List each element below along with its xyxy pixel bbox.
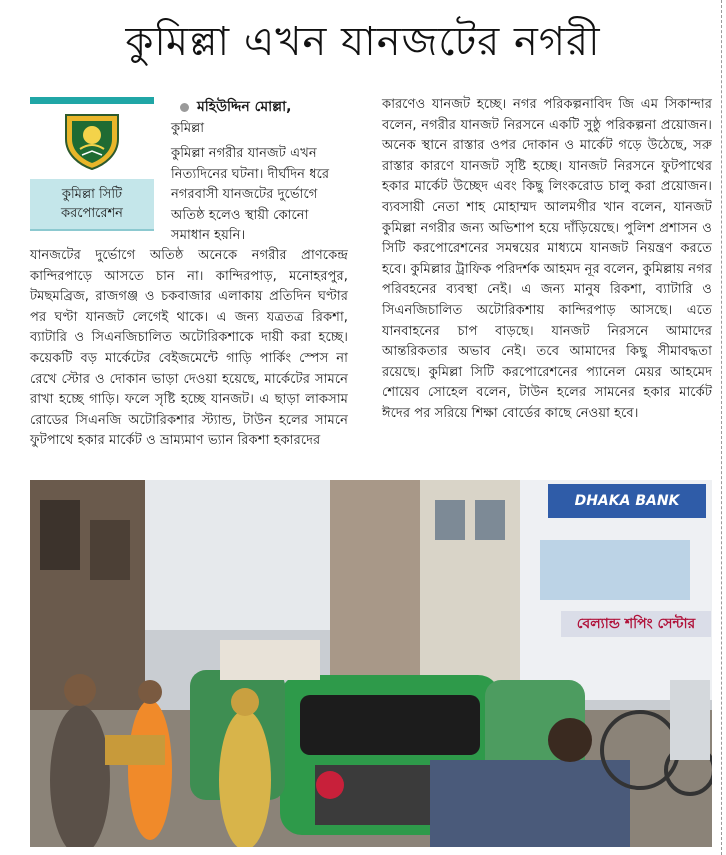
logo-box: [30, 97, 154, 233]
accent-bar: [30, 97, 154, 104]
bank-signboard: DHAKA BANK: [548, 484, 706, 518]
traffic-jam-illustration: [30, 480, 712, 847]
intro-paragraph: কুমিল্লা নগরীর যানজট এখন নিত্যদিনের ঘটনা। দীর্ঘদিন ধরে নগরবাসী যানজটের দুর্ভোগে অতিষ্ঠ হলেও স্থায়ী কোনো সমাধান হয়নি।: [171, 146, 330, 244]
city-corporation-emblem-icon: [60, 109, 124, 171]
byline: [180, 95, 291, 119]
body-paragraph-2: কারণেও যানজট হচ্ছে। নগর পরিকল্পনাবিদ জি এম সিকান্দার বলেন, নগরীর যানজট নিরসনে একটি সুষ্ঠু পরিকল্পনা প্রয়োজন। অনেক স্থানে রাস্তার ওপর দোকান ও মার্কেট গড়ে উঠেছে, সরু রাস্তার কারণে যানজট সৃষ্টি হচ্ছে। যানজট নিরসনে ফুটপাথের হকার মার্কেট উচ্ছেদ এবং কিছু লিংকরোড চালু করা প্রয়োজন। ব্যবসায়ী নেতা শাহ মোহাম্মদ আলমগীর খান বলেন, যানজট কুমিল্লা নগরীর জন্য অভিশাপ হয়ে দাঁড়িয়েছে। পুলিশ প্রশাসন ও সিটি করপোরেশনের সমন্বয়ের মাধ্যমে যানজট নিয়ন্ত্রণ করতে হবে। কুমিল্লার ট্রাফিক পরিদর্শক আহমদ নূর বলেন, কুমিল্লায় নগর পরিবহনের ব্যবস্থা নেই। এ জন্য মানুষ রিকশা, ব্যাটারি ও সিএনজিচালিত অটোরিকশায় কান্দিরপাড় আসছে। এতে যানবাহনের চাপ বাড়ছে। যানজট নিরসনে আমাদের আন্তরিকতার অভাব নেই। তবে আমাদের কিছু সীমাবদ্ধতা রয়েছে। কুমিল্লা সিটি করপোরেশনের প্যানেল মেয়র আহমেদ শোয়েব সোহেল বলেন, টাউন হলের সামনের হকার মার্কেট ঈদের পর সরিয়ে শিক্ষা বোর্ডের কাছে নেওয়া হবে।: [382, 97, 712, 421]
body-paragraph-1: যানজটের দুর্ভোগে অতিষ্ঠ অনেকে নগরীর প্রাণকেন্দ্র কান্দিরপাড়ে আসতে চান না। কান্দিরপাড়, মনোহরপুর, টমছমব্রিজ, রাজগঞ্জ ও চকবাজার এলাকায় প্রতিদিন ঘণ্টার পর ঘণ্টা যানজট লেগেই থাকে। এ জন্য যত্রতত্র রিকশা, ব্যাটারি ও সিএনজিচালিত অটোরিকশাকে দায়ী করা হচ্ছে। কয়েকটি বড় মার্কেটের বেইজমেন্টে গাড়ি পার্কিং স্পেস না রেখে স্টোর ও দোকান ভাড়া দেওয়া হয়েছে, মার্কেটের সামনে রাখা হচ্ছে গাড়ি। ফলে সৃষ্টি হচ্ছে যানজট। এ ছাড়া লাকসাম রোডের সিএনজি অটোরিকশার স্ট্যান্ড, টাউন হলের সামনে ফুটপাথে হকার মার্কেট ও ভ্রাম্যমাণ ভ্যান রিকশা হকারদের: [30, 248, 348, 449]
bullet-icon: [180, 103, 189, 112]
dateline-location: কুমিল্লা: [171, 121, 205, 136]
shopping-center-signboard: বেল্যান্ড শপিং সেন্টার: [561, 611, 711, 637]
headline: কুমিল্লা এখন যানজটের নগরী: [125, 19, 601, 65]
street-photo: [30, 480, 712, 847]
author-name: মহিউদ্দিন মোল্লা,: [197, 99, 292, 115]
column-rule: [720, 0, 722, 855]
logo-caption: কুমিল্লা সিটি করপোরেশন: [30, 179, 154, 231]
